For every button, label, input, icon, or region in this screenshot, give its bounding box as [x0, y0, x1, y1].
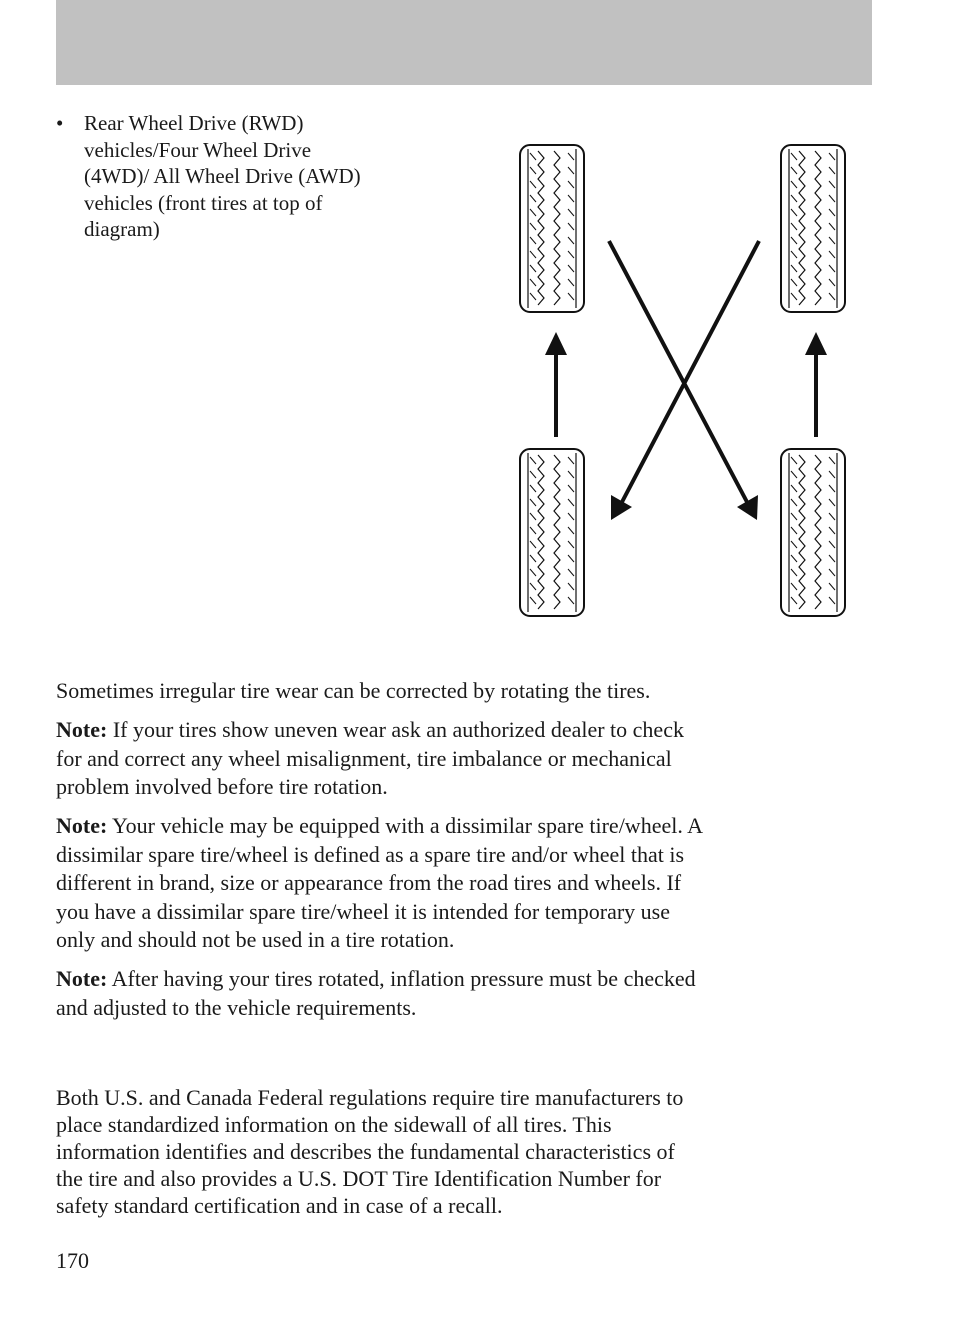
arrow-rear-right-to-front-right-icon: [805, 332, 827, 437]
note-text: problem involved before tire rotation.: [56, 774, 388, 800]
note-text: you have a dissimilar spare tire/wheel it is intended for temporary use: [56, 898, 670, 924]
header-band: [56, 0, 872, 85]
bullet-line: diagram): [84, 217, 160, 241]
note-text: for and correct any wheel misalignment, tire imbalance or mechanical: [56, 745, 672, 771]
note-label: Note:: [56, 813, 108, 838]
note-label: Note:: [56, 966, 108, 991]
tire-rotation-diagram: [505, 135, 855, 625]
note-text: If your tires show uneven wear ask an authorized dealer to check: [107, 717, 684, 742]
bullet-line: vehicles (front tires at top of: [84, 190, 323, 215]
tire-rear-right-icon: [781, 449, 845, 616]
note-text: only and should not be used in a tire rotation.: [56, 927, 455, 953]
bullet-line: vehicles/Four Wheel Drive: [84, 137, 312, 162]
note-text: dissimilar spare tire/wheel is defined as a spare tire and/or wheel that is: [56, 841, 685, 867]
note-dissimilar-spare: [56, 812, 876, 955]
note-uneven-wear: [56, 716, 876, 802]
paragraph-federal-regulations: Both U.S. and Canada Federal regulations require tire manufacturers to place standardized information on the sidewall of all tires. This information identifies and describes the fundamental characteristics of the tire and also provides a U.S. DOT Tire Identification Number for safety standard certification and in case of a recall.: [56, 1085, 684, 1218]
paragraph-rotation-intro: Sometimes irregular tire wear can be corrected by rotating the tires.: [56, 678, 651, 703]
bullet-dot: •: [56, 111, 64, 135]
note-label: Note:: [56, 717, 108, 742]
tire-rear-left-icon: [520, 449, 584, 616]
tire-front-left-icon: [520, 145, 584, 312]
bullet-text: [84, 110, 454, 243]
note-text: After having your tires rotated, inflation pressure must be checked: [107, 966, 696, 991]
page-number: 170: [56, 1248, 89, 1273]
arrow-rear-left-to-front-left-icon: [545, 332, 567, 437]
note-text: different in brand, size or appearance from the road tires and wheels. If: [56, 870, 682, 896]
note-text: Your vehicle may be equipped with a dissimilar spare tire/wheel. A: [107, 813, 704, 838]
bullet-line: Rear Wheel Drive (RWD): [84, 111, 304, 135]
note-text: and adjusted to the vehicle requirements.: [56, 994, 417, 1020]
note-inflation-pressure: [56, 965, 876, 1022]
bullet-line: (4WD)/ All Wheel Drive (AWD): [84, 164, 361, 188]
tire-front-right-icon: [781, 145, 845, 312]
